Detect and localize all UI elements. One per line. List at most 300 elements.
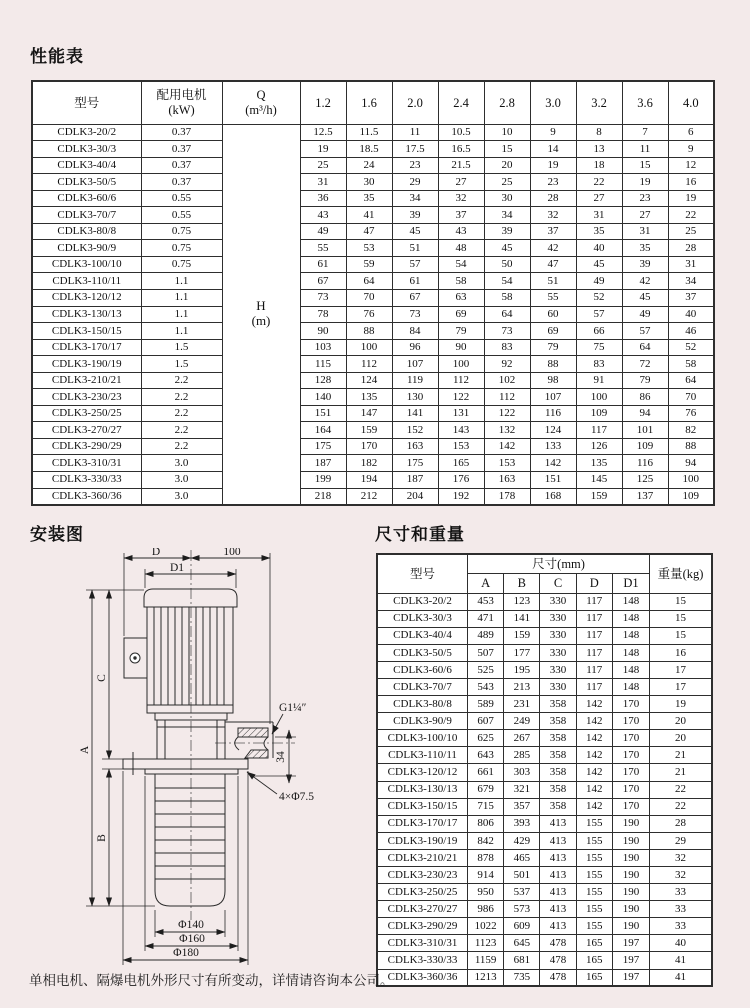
head-value-cell: 75: [576, 339, 622, 356]
head-value-cell: 41: [346, 207, 392, 224]
head-value-cell: 145: [576, 471, 622, 488]
head-value-cell: 122: [438, 389, 484, 406]
head-value-cell: 31: [668, 256, 714, 273]
dimension-value-cell: 28: [650, 815, 712, 832]
label-c: C: [96, 674, 108, 682]
model-cell: CDLK3-110/11: [32, 273, 141, 290]
head-value-cell: 194: [346, 471, 392, 488]
head-value-cell: 11.5: [346, 124, 392, 141]
head-value-cell: 32: [438, 190, 484, 207]
dimensions-row: [377, 696, 712, 713]
dimension-value-cell: 148: [612, 661, 649, 678]
motor-kw-cell: 1.1: [141, 273, 222, 290]
head-value-cell: 100: [438, 356, 484, 373]
dimension-value-cell: 195: [504, 661, 540, 678]
head-value-cell: 21.5: [438, 157, 484, 174]
dimension-value-cell: 155: [576, 918, 612, 935]
dimensions-row: [377, 798, 712, 815]
head-value-cell: 16: [668, 174, 714, 191]
model-cell: CDLK3-270/27: [32, 422, 141, 439]
head-value-cell: 19: [668, 190, 714, 207]
head-value-cell: 94: [668, 455, 714, 472]
motor-kw-cell: 2.2: [141, 422, 222, 439]
col-header-flow-1.6: 1.6: [346, 81, 392, 124]
motor-kw-cell: 1.5: [141, 356, 222, 373]
head-value-cell: 142: [530, 455, 576, 472]
model-cell: CDLK3-310/31: [377, 935, 468, 952]
dimension-value-cell: 170: [612, 764, 649, 781]
head-value-cell: 67: [300, 273, 346, 290]
head-value-cell: 63: [438, 289, 484, 306]
head-value-cell: 18: [576, 157, 622, 174]
head-value-cell: 34: [668, 273, 714, 290]
head-value-cell: 22: [668, 207, 714, 224]
dimension-value-cell: 357: [504, 798, 540, 815]
head-value-cell: 132: [484, 422, 530, 439]
col-header-flow-1.2: 1.2: [300, 81, 346, 124]
dimension-value-cell: 117: [576, 678, 612, 695]
head-value-cell: 91: [576, 372, 622, 389]
performance-row: [32, 455, 714, 472]
motor-kw-cell: 0.75: [141, 223, 222, 240]
performance-row: [32, 141, 714, 158]
dimension-value-cell: 358: [540, 696, 576, 713]
head-value-cell: 107: [392, 356, 438, 373]
head-value-cell: 7: [622, 124, 668, 141]
head-value-cell: 45: [392, 223, 438, 240]
head-value-cell: 49: [300, 223, 346, 240]
head-value-cell: 82: [668, 422, 714, 439]
dimension-value-cell: 19: [650, 696, 712, 713]
head-value-cell: 98: [530, 372, 576, 389]
head-value-cell: 51: [530, 273, 576, 290]
head-value-cell: 22: [576, 174, 622, 191]
performance-row: [32, 207, 714, 224]
head-value-cell: 72: [622, 356, 668, 373]
head-value-cell: 83: [576, 356, 622, 373]
dimensions-row: [377, 867, 712, 884]
head-value-cell: 46: [668, 323, 714, 340]
dimension-value-cell: 453: [468, 593, 504, 610]
performance-row: [32, 240, 714, 257]
motor-kw-cell: 2.2: [141, 438, 222, 455]
model-cell: CDLK3-70/7: [32, 207, 141, 224]
head-value-cell: 175: [300, 438, 346, 455]
head-value-cell: 20: [484, 157, 530, 174]
dimension-value-cell: 413: [540, 918, 576, 935]
col-header-a: A: [468, 573, 504, 593]
head-value-cell: 35: [346, 190, 392, 207]
dimension-value-cell: 170: [612, 696, 649, 713]
model-cell: CDLK3-170/17: [32, 339, 141, 356]
performance-row: [32, 389, 714, 406]
dimension-value-cell: 142: [576, 747, 612, 764]
dimension-value-cell: 142: [576, 713, 612, 730]
head-value-cell: 53: [346, 240, 392, 257]
head-value-cell: 124: [530, 422, 576, 439]
dimension-value-cell: 478: [540, 952, 576, 969]
head-value-cell: 14: [530, 141, 576, 158]
dimension-value-cell: 213: [504, 678, 540, 695]
label-a: A: [79, 745, 91, 755]
dimension-value-cell: 609: [504, 918, 540, 935]
motor-kw-cell: 1.1: [141, 289, 222, 306]
head-value-cell: 151: [300, 405, 346, 422]
head-value-cell: 54: [484, 273, 530, 290]
dimension-value-cell: 878: [468, 849, 504, 866]
head-value-cell: 143: [438, 422, 484, 439]
model-cell: CDLK3-80/8: [32, 223, 141, 240]
head-value-cell: 54: [438, 256, 484, 273]
model-cell: CDLK3-70/7: [377, 678, 468, 695]
dimension-value-cell: 32: [650, 849, 712, 866]
dimension-value-cell: 986: [468, 901, 504, 918]
head-value-cell: 19: [622, 174, 668, 191]
col-header-flow-2.8: 2.8: [484, 81, 530, 124]
label-phi180: Φ180: [173, 947, 199, 959]
dimension-value-cell: 661: [468, 764, 504, 781]
col-header-flow-3.6: 3.6: [622, 81, 668, 124]
head-value-cell: 192: [438, 488, 484, 505]
head-value-cell: 58: [484, 289, 530, 306]
dimension-value-cell: 537: [504, 884, 540, 901]
head-value-cell: 199: [300, 471, 346, 488]
head-value-cell: 152: [392, 422, 438, 439]
head-value-cell: 182: [346, 455, 392, 472]
dimensions-table-body: [377, 593, 712, 986]
dimension-value-cell: 267: [504, 730, 540, 747]
dimension-value-cell: 170: [612, 730, 649, 747]
model-cell: CDLK3-30/3: [377, 610, 468, 627]
col-header-flow-3.0: 3.0: [530, 81, 576, 124]
model-cell: CDLK3-50/5: [377, 644, 468, 661]
motor-kw-cell: 2.2: [141, 405, 222, 422]
dimension-value-cell: 148: [612, 610, 649, 627]
performance-row: [32, 471, 714, 488]
dimension-value-cell: 170: [612, 713, 649, 730]
performance-row: [32, 289, 714, 306]
label-34: 34: [275, 751, 287, 763]
head-value-cell: 176: [438, 471, 484, 488]
dimensions-row: [377, 644, 712, 661]
dimension-value-cell: 155: [576, 901, 612, 918]
dimension-value-cell: 715: [468, 798, 504, 815]
dimension-value-cell: 197: [612, 935, 649, 952]
dimension-value-cell: 165: [576, 935, 612, 952]
head-value-cell: 23: [392, 157, 438, 174]
dimensions-table-header: [377, 554, 712, 593]
head-value-cell: 13: [576, 141, 622, 158]
model-cell: CDLK3-190/19: [377, 832, 468, 849]
dimension-value-cell: 17: [650, 678, 712, 695]
label-100: 100: [223, 548, 241, 558]
head-value-cell: 109: [576, 405, 622, 422]
dimensions-row: [377, 678, 712, 695]
head-value-cell: 57: [392, 256, 438, 273]
head-value-cell: 8: [576, 124, 622, 141]
dimension-value-cell: 15: [650, 627, 712, 644]
model-cell: CDLK3-120/12: [32, 289, 141, 306]
head-value-cell: 101: [622, 422, 668, 439]
head-value-cell: 15: [484, 141, 530, 158]
head-value-cell: 61: [392, 273, 438, 290]
performance-table: [31, 80, 715, 506]
dimension-value-cell: 806: [468, 815, 504, 832]
head-value-cell: 112: [438, 372, 484, 389]
head-value-cell: 27: [576, 190, 622, 207]
model-cell: CDLK3-120/12: [377, 764, 468, 781]
head-value-cell: 168: [530, 488, 576, 505]
dimensions-row: [377, 593, 712, 610]
dimension-labels: [79, 548, 314, 959]
dimension-value-cell: 117: [576, 644, 612, 661]
dimensions-row: [377, 935, 712, 952]
head-value-cell: 51: [392, 240, 438, 257]
dimension-value-cell: 41: [650, 952, 712, 969]
head-value-cell: 131: [438, 405, 484, 422]
head-value-cell: 170: [346, 438, 392, 455]
head-value-cell: 57: [576, 306, 622, 323]
dimensions-row: [377, 781, 712, 798]
head-value-cell: 17.5: [392, 141, 438, 158]
head-value-cell: 55: [300, 240, 346, 257]
dimension-value-cell: 321: [504, 781, 540, 798]
dimension-value-cell: 589: [468, 696, 504, 713]
head-value-cell: 102: [484, 372, 530, 389]
dimension-value-cell: 22: [650, 781, 712, 798]
dimension-value-cell: 1213: [468, 969, 504, 986]
head-value-cell: 37: [530, 223, 576, 240]
dimension-value-cell: 142: [576, 798, 612, 815]
model-cell: CDLK3-250/25: [32, 405, 141, 422]
col-header-model: 型号: [32, 81, 141, 124]
head-value-cell: 61: [300, 256, 346, 273]
dimension-value-cell: 142: [576, 696, 612, 713]
head-value-cell: 64: [622, 339, 668, 356]
col-header-c: C: [540, 573, 576, 593]
head-value-cell: 100: [346, 339, 392, 356]
dimension-value-cell: 625: [468, 730, 504, 747]
dimension-value-cell: 21: [650, 764, 712, 781]
head-value-cell: 43: [438, 223, 484, 240]
dimension-value-cell: 681: [504, 952, 540, 969]
dimension-value-cell: 358: [540, 764, 576, 781]
dimension-value-cell: 190: [612, 918, 649, 935]
head-value-cell: 78: [300, 306, 346, 323]
head-value-cell: 79: [438, 323, 484, 340]
dimension-value-cell: 489: [468, 627, 504, 644]
head-value-cell: 49: [622, 306, 668, 323]
head-value-cell: 42: [622, 273, 668, 290]
dimension-value-cell: 117: [576, 610, 612, 627]
head-value-cell: 28: [668, 240, 714, 257]
performance-row: [32, 405, 714, 422]
dimension-value-cell: 41: [650, 969, 712, 986]
motor-kw-cell: 0.37: [141, 141, 222, 158]
dimension-value-cell: 197: [612, 952, 649, 969]
label-d1: D1: [169, 562, 185, 574]
head-value-cell: 73: [484, 323, 530, 340]
motor-kw-cell: 1.5: [141, 339, 222, 356]
head-value-cell: 37: [668, 289, 714, 306]
performance-table-body: [32, 124, 714, 505]
dimension-value-cell: 330: [540, 661, 576, 678]
dimension-value-cell: 177: [504, 644, 540, 661]
performance-table-header: [32, 81, 714, 124]
head-value-cell: 12.5: [300, 124, 346, 141]
head-value-cell: 52: [668, 339, 714, 356]
dimension-value-cell: 679: [468, 781, 504, 798]
col-header-d1: D1: [612, 573, 649, 593]
dimension-value-cell: 735: [504, 969, 540, 986]
motor-kw-cell: 3.0: [141, 488, 222, 505]
performance-row: [32, 157, 714, 174]
motor-kw-cell: 2.2: [141, 372, 222, 389]
head-value-cell: 109: [622, 438, 668, 455]
model-cell: CDLK3-40/4: [377, 627, 468, 644]
model-cell: CDLK3-40/4: [32, 157, 141, 174]
dimension-value-cell: 190: [612, 867, 649, 884]
col-header-d: D: [576, 573, 612, 593]
head-value-cell: 58: [438, 273, 484, 290]
dimension-value-cell: 285: [504, 747, 540, 764]
dimension-value-cell: 249: [504, 713, 540, 730]
dimension-value-cell: 413: [540, 815, 576, 832]
dimension-value-cell: 607: [468, 713, 504, 730]
dimension-value-cell: 142: [576, 781, 612, 798]
head-value-cell: 25: [668, 223, 714, 240]
model-cell: CDLK3-290/29: [377, 918, 468, 935]
model-cell: CDLK3-100/10: [32, 256, 141, 273]
col-header-model: 型号: [377, 554, 468, 593]
head-value-cell: 159: [346, 422, 392, 439]
footer-note: 单相电机、隔爆电机外形尺寸有所变动，详情请咨询本公司。: [29, 973, 394, 988]
dimension-value-cell: 159: [504, 627, 540, 644]
head-value-cell: 23: [530, 174, 576, 191]
head-value-cell: 204: [392, 488, 438, 505]
head-value-cell: 112: [346, 356, 392, 373]
dimension-value-cell: 573: [504, 901, 540, 918]
dimension-value-cell: 190: [612, 884, 649, 901]
head-value-cell: 96: [392, 339, 438, 356]
dimension-value-cell: 148: [612, 678, 649, 695]
head-value-cell: 124: [346, 372, 392, 389]
dimensions-row: [377, 713, 712, 730]
dimension-value-cell: 645: [504, 935, 540, 952]
model-cell: CDLK3-30/3: [32, 141, 141, 158]
head-value-cell: 94: [622, 405, 668, 422]
performance-row: [32, 223, 714, 240]
dimension-value-cell: 507: [468, 644, 504, 661]
head-value-cell: 117: [576, 422, 622, 439]
model-cell: CDLK3-130/13: [377, 781, 468, 798]
col-header-flow-3.2: 3.2: [576, 81, 622, 124]
head-value-cell: 73: [392, 306, 438, 323]
head-value-cell: 83: [484, 339, 530, 356]
head-value-cell: 43: [300, 207, 346, 224]
head-value-cell: 164: [300, 422, 346, 439]
head-value-cell: 92: [484, 356, 530, 373]
dimension-value-cell: 155: [576, 815, 612, 832]
dimension-value-cell: 950: [468, 884, 504, 901]
col-header-b: B: [504, 573, 540, 593]
dimensions-row: [377, 832, 712, 849]
dimension-value-cell: 117: [576, 661, 612, 678]
model-cell: CDLK3-230/23: [32, 389, 141, 406]
head-value-cell: 10: [484, 124, 530, 141]
head-value-cell: 69: [438, 306, 484, 323]
head-value-cell: 10.5: [438, 124, 484, 141]
dimension-value-cell: 142: [576, 730, 612, 747]
dimensions-row: [377, 952, 712, 969]
dimension-value-cell: 231: [504, 696, 540, 713]
dimension-value-cell: 358: [540, 730, 576, 747]
head-value-cell: 142: [484, 438, 530, 455]
head-value-cell: 30: [346, 174, 392, 191]
model-cell: CDLK3-20/2: [377, 593, 468, 610]
model-cell: CDLK3-50/5: [32, 174, 141, 191]
dimension-value-cell: 330: [540, 627, 576, 644]
head-value-cell: 42: [530, 240, 576, 257]
head-value-cell: 86: [622, 389, 668, 406]
head-value-cell: 47: [530, 256, 576, 273]
head-value-cell: 126: [576, 438, 622, 455]
head-value-cell: 163: [392, 438, 438, 455]
dimension-value-cell: 413: [540, 884, 576, 901]
dimension-value-cell: 148: [612, 593, 649, 610]
head-value-cell: 128: [300, 372, 346, 389]
dimension-value-cell: 197: [612, 969, 649, 986]
head-unit-cell: H (m): [222, 124, 300, 505]
dimensions-row: [377, 661, 712, 678]
head-value-cell: 116: [622, 455, 668, 472]
head-value-cell: 9: [530, 124, 576, 141]
head-value-cell: 69: [530, 323, 576, 340]
dimension-value-cell: 32: [650, 867, 712, 884]
model-cell: CDLK3-100/10: [377, 730, 468, 747]
head-value-cell: 27: [622, 207, 668, 224]
performance-row: [32, 488, 714, 505]
head-value-cell: 100: [576, 389, 622, 406]
col-header-weight: 重量(kg): [650, 554, 712, 593]
col-header-flow: Q (m³/h): [222, 81, 300, 124]
dimension-value-cell: 358: [540, 781, 576, 798]
head-value-cell: 60: [530, 306, 576, 323]
label-b: B: [96, 834, 108, 842]
dimension-value-cell: 33: [650, 884, 712, 901]
label-phi140: Φ140: [178, 919, 204, 931]
head-value-cell: 40: [668, 306, 714, 323]
motor-kw-cell: 0.37: [141, 174, 222, 191]
head-value-cell: 39: [484, 223, 530, 240]
head-value-cell: 45: [622, 289, 668, 306]
motor-body: [144, 589, 237, 720]
head-value-cell: 36: [300, 190, 346, 207]
dimension-value-cell: 15: [650, 593, 712, 610]
head-value-cell: 122: [484, 405, 530, 422]
dimension-value-cell: 358: [540, 747, 576, 764]
model-cell: CDLK3-90/9: [32, 240, 141, 257]
head-value-cell: 116: [530, 405, 576, 422]
dimension-value-cell: 501: [504, 867, 540, 884]
head-value-cell: 84: [392, 323, 438, 340]
head-value-cell: 76: [346, 306, 392, 323]
dimension-value-cell: 21: [650, 747, 712, 764]
dimension-value-cell: 29: [650, 832, 712, 849]
dimensions-row: [377, 610, 712, 627]
head-value-cell: 59: [346, 256, 392, 273]
model-cell: CDLK3-310/31: [32, 455, 141, 472]
